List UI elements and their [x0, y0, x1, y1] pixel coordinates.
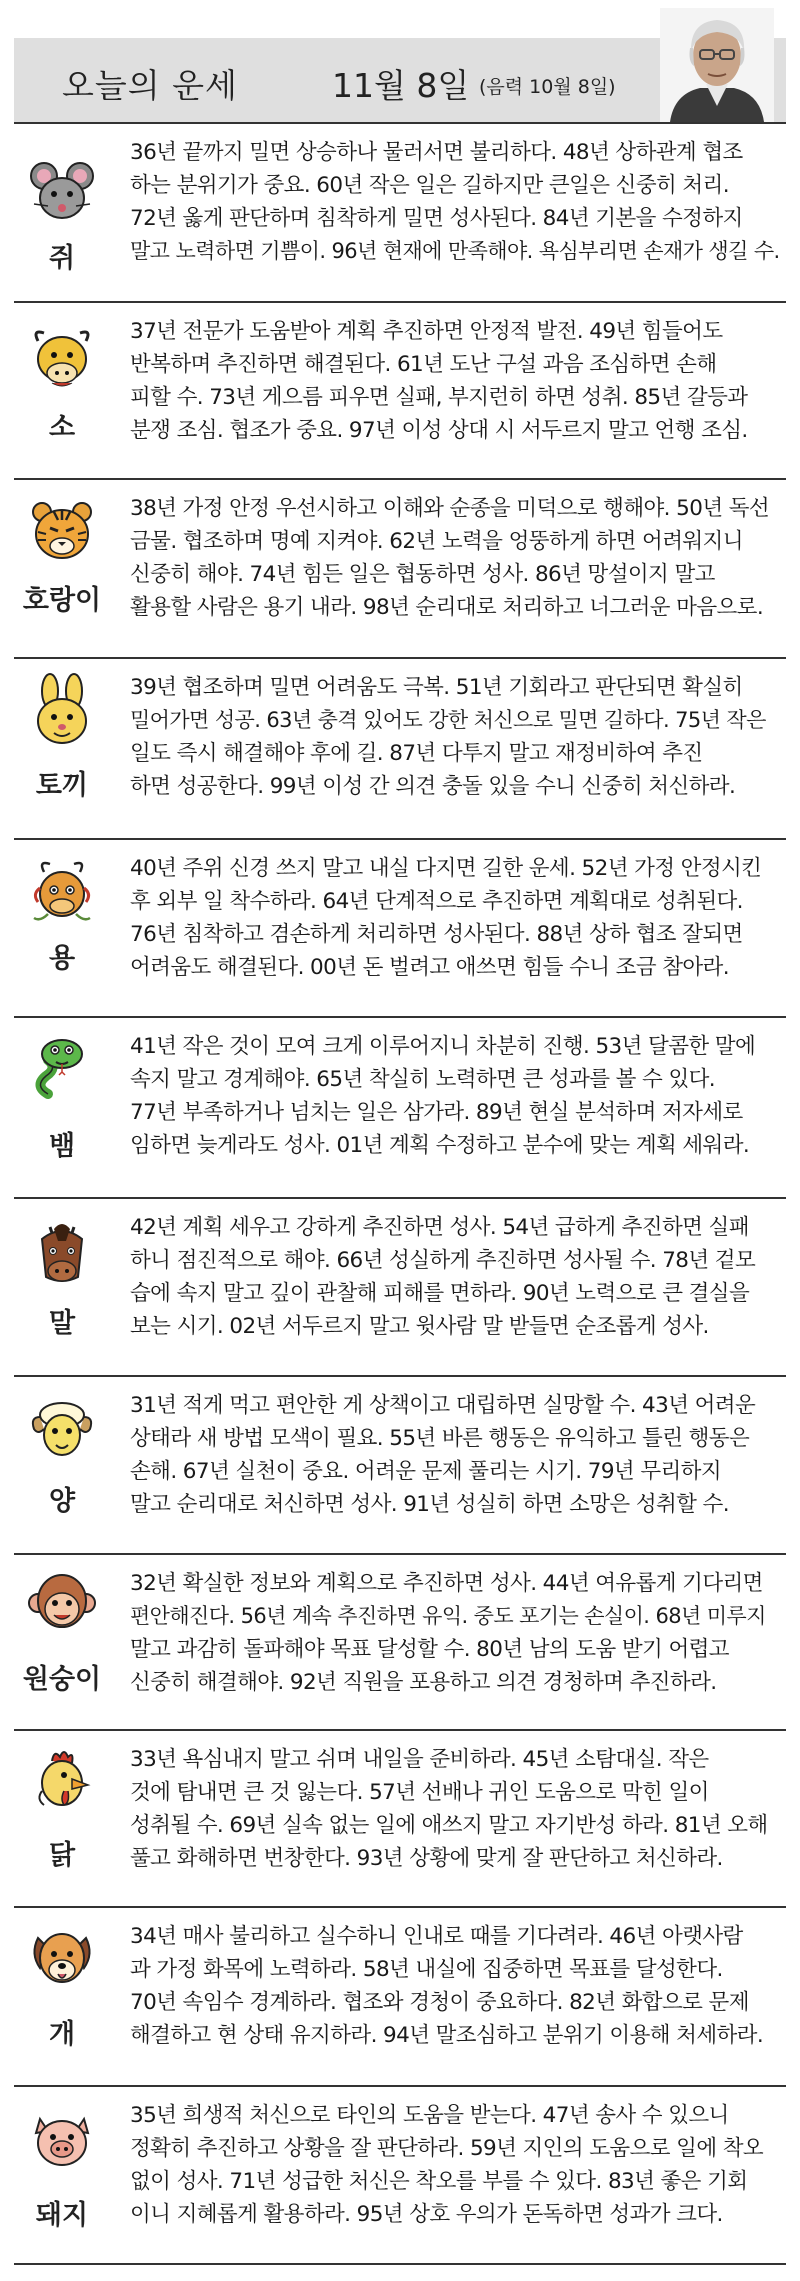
fortune-line: 말고 과감히 돌파해야 목표 달성할 수. 80년 남의 도움 받기 어렵고 — [130, 1637, 729, 1662]
zodiac-row-dog — [14, 1908, 786, 2087]
pig-icon — [28, 2105, 96, 2173]
fortune-line: 신중히 해결해야. 92년 직원을 포용하고 의견 경청하며 추진하라. — [130, 1670, 717, 1695]
fortune-line: 하면 성공한다. 99년 이성 간 의견 충돌 있을 수니 신중히 처신하라. — [130, 774, 736, 799]
fortune-line: 없이 성사. 71년 성급한 처신은 착오를 부를 수 있다. 83년 좋은 기회 — [130, 2169, 748, 2194]
fortune-text — [130, 1389, 780, 1521]
animal-cell — [14, 840, 110, 1016]
fortune-line: 후 외부 일 착수하라. 64년 단계적으로 추진하면 계획대로 성취된다. — [130, 889, 743, 914]
lunar-date-label: (음력 10월 8일) — [479, 76, 616, 98]
animal-name: 닭 — [48, 1840, 76, 1871]
ox-icon — [28, 325, 96, 393]
animal-name: 토끼 — [35, 770, 89, 801]
fortune-line: 39년 협조하며 밀면 어려움도 극복. 51년 기회라고 판단되면 확실히 — [130, 675, 743, 700]
fortune-line: 활용할 사람은 용기 내라. 98년 순리대로 처리하고 너그러운 마음으로. — [130, 595, 764, 620]
animal-name: 말 — [48, 1308, 76, 1339]
fortune-line: 41년 작은 것이 모여 크게 이루어지니 차분히 진행. 53년 달콤한 말에 — [130, 1034, 756, 1059]
fortune-line: 정확히 추진하고 상황을 잘 판단하라. 59년 지인의 도움으로 일에 착오 — [130, 2136, 764, 2161]
fortune-line: 풀고 화해하면 번창한다. 93년 상황에 맞게 잘 판단하고 처신하라. — [130, 1846, 723, 1871]
zodiac-row-sheep — [14, 1377, 786, 1555]
animal-cell — [14, 659, 110, 838]
animal-cell — [14, 2087, 110, 2263]
zodiac-row-dragon — [14, 840, 786, 1018]
fortune-text — [130, 1211, 780, 1343]
zodiac-row-rabbit — [14, 659, 786, 840]
fortune-line: 말고 노력하면 기쁨이. 96년 현재에 만족해야. 욕심부리면 손재가 생길 수. — [130, 239, 780, 263]
tiger-icon — [28, 498, 96, 566]
animal-cell — [14, 1731, 110, 1906]
fortune-text — [130, 852, 780, 984]
fortune-line: 어려움도 해결된다. 00년 돈 벌려고 애쓰면 힘들 수니 조금 참아라. — [130, 955, 729, 980]
zodiac-row-rooster — [14, 1731, 786, 1908]
fortune-line: 분쟁 조심. 협조가 중요. 97년 이성 상대 시 서두르지 말고 언행 조심. — [130, 418, 748, 443]
fortune-line: 보는 시기. 02년 서두르지 말고 윗사람 말 받들면 순조롭게 성사. — [130, 1314, 709, 1339]
sheep-icon — [28, 1395, 96, 1463]
animal-cell — [14, 1377, 110, 1553]
fortune-line: 35년 희생적 처신으로 타인의 도움을 받는다. 47년 송사 수 있으니 — [130, 2103, 729, 2128]
animal-name: 개 — [48, 2019, 76, 2050]
fortune-line: 것에 탐내면 큰 것 잃는다. 57년 선배나 귀인 도움으로 막힌 일이 — [130, 1780, 709, 1805]
fortune-text — [130, 1567, 780, 1699]
animal-cell — [14, 124, 110, 301]
animal-name: 돼지 — [35, 2200, 89, 2231]
dragon-icon — [28, 858, 96, 926]
date-label: 11월 8일 — [332, 66, 470, 105]
fortune-line: 반복하며 추진하면 해결된다. 61년 도난 구설 과음 조심하면 손해 — [130, 352, 717, 377]
animal-cell — [14, 1199, 110, 1375]
author-portrait-icon — [660, 8, 774, 122]
fortune-text — [130, 492, 780, 624]
fortune-text — [130, 671, 780, 803]
rooster-icon — [28, 1747, 96, 1815]
fortune-line: 40년 주위 신경 쓰지 말고 내실 다지면 길한 운세. 52년 가정 안정시킨 — [130, 856, 762, 881]
animal-name: 원숭이 — [22, 1664, 102, 1695]
fortune-line: 하는 분위기가 중요. 60년 작은 일은 길하지만 큰일은 신중히 처리. — [130, 173, 729, 198]
rabbit-icon — [28, 673, 96, 747]
animal-name: 쥐 — [48, 243, 76, 274]
animal-cell — [14, 1555, 110, 1729]
animal-name: 양 — [48, 1486, 76, 1517]
snake-icon — [28, 1034, 96, 1102]
fortune-line: 31년 적게 먹고 편안한 게 상책이고 대립하면 실망할 수. 43년 어려운 — [130, 1393, 756, 1418]
fortune-line: 36년 끝까지 밀면 상승하나 물러서면 불리하다. 48년 상하관계 협조 — [130, 140, 743, 165]
fortune-line: 38년 가정 안정 우선시하고 이해와 순종을 미덕으로 행해야. 50년 독선 — [130, 496, 770, 521]
fortune-line: 76년 침착하고 겸손하게 처리하면 성사된다. 88년 상하 협조 잘되면 — [130, 922, 743, 947]
fortune-line: 손해. 67년 실천이 중요. 어려운 문제 풀리는 시기. 79년 무리하지 — [130, 1459, 722, 1484]
animal-name: 뱀 — [48, 1131, 76, 1162]
fortune-line: 습에 속지 말고 깊이 관찰해 피해를 면하라. 90년 노력으로 큰 결실을 — [130, 1281, 750, 1306]
fortune-line: 37년 전문가 도움받아 계획 추진하면 안정적 발전. 49년 힘들어도 — [130, 319, 723, 344]
fortune-text — [130, 136, 780, 268]
fortune-line: 말고 순리대로 처신하면 성사. 91년 성실히 하면 소망은 성취할 수. — [130, 1492, 729, 1517]
fortune-line: 임하면 늦게라도 성사. 01년 계획 수정하고 분수에 맞는 계획 세워라. — [130, 1133, 750, 1158]
fortune-line: 하니 점진적으로 해야. 66년 성실하게 추진하면 성사될 수. 78년 겉모 — [130, 1248, 756, 1273]
animal-cell — [14, 303, 110, 478]
fortune-text — [130, 2099, 780, 2231]
animal-name: 소 — [48, 412, 76, 443]
fortune-line: 과 가정 화목에 노력하라. 58년 내실에 집중하면 목표를 달성한다. — [130, 1957, 723, 1982]
animal-cell — [14, 1018, 110, 1197]
header-bar — [14, 38, 786, 124]
fortune-line: 신중히 해야. 74년 힘든 일은 협동하면 성사. 86년 망설이지 말고 — [130, 562, 715, 587]
rat-icon — [28, 158, 96, 226]
zodiac-row-snake — [14, 1018, 786, 1199]
fortune-text — [130, 1743, 780, 1875]
dog-icon — [28, 1924, 96, 1992]
fortune-text — [130, 315, 780, 447]
animal-cell — [14, 1908, 110, 2085]
zodiac-row-horse — [14, 1199, 786, 1377]
zodiac-row-tiger — [14, 480, 786, 659]
animal-cell — [14, 480, 110, 657]
fortune-line: 32년 확실한 정보와 계획으로 추진하면 성사. 44년 여유롭게 기다리면 — [130, 1571, 763, 1596]
fortune-line: 70년 속임수 경계하라. 협조와 경청이 중요하다. 82년 화합으로 문제 — [130, 1990, 749, 2015]
horse-icon — [28, 1219, 96, 1287]
fortune-line: 일도 즉시 해결해야 후에 길. 87년 다투지 말고 재정비하여 추진 — [130, 741, 703, 766]
fortune-line: 상태라 새 방법 모색이 필요. 55년 바른 행동은 유익하고 틀린 행동은 — [130, 1426, 750, 1451]
fortune-line: 33년 욕심내지 말고 쉬며 내일을 준비하라. 45년 소탐대실. 작은 — [130, 1747, 709, 1772]
page-title: 오늘의 운세 — [62, 66, 238, 105]
zodiac-row-rat — [14, 124, 786, 303]
animal-name: 용 — [48, 943, 76, 974]
fortune-line: 밀어가면 성공. 63년 충격 있어도 강한 처신으로 밀면 길하다. 75년 작은 — [130, 708, 766, 732]
animal-name: 호랑이 — [22, 585, 102, 616]
fortune-line: 72년 옳게 판단하며 침착하게 밀면 성사된다. 84년 기본을 수정하지 — [130, 206, 743, 231]
fortune-text — [130, 1920, 780, 2052]
fortune-line: 피할 수. 73년 게으름 피우면 실패, 부지런히 하면 성취. 85년 갈등과 — [130, 385, 748, 410]
fortune-line: 속지 말고 경계해야. 65년 착실히 노력하면 큰 성과를 볼 수 있다. — [130, 1067, 716, 1092]
fortune-line: 해결하고 현 상태 유지하라. 94년 말조심하고 분위기 이용해 처세하라. — [130, 2023, 764, 2048]
fortune-line: 성취될 수. 69년 실속 없는 일에 애쓰지 말고 자기반성 하라. 81년 오해 — [130, 1813, 768, 1838]
zodiac-row-pig — [14, 2087, 786, 2265]
fortune-text — [130, 1030, 780, 1162]
zodiac-row-ox — [14, 303, 786, 480]
fortune-line: 77년 부족하거나 넘치는 일은 삼가라. 89년 현실 분석하며 저자세로 — [130, 1100, 743, 1125]
fortune-line: 금물. 협조하며 명예 지켜야. 62년 노력을 엉뚱하게 하면 어려워지니 — [130, 529, 743, 554]
fortune-line: 이니 지혜롭게 활용하라. 95년 상호 우의가 돈독하면 성과가 크다. — [130, 2202, 723, 2227]
zodiac-row-monkey — [14, 1555, 786, 1731]
fortune-line: 편안해진다. 56년 계속 추진하면 유익. 중도 포기는 손실이. 68년 미루지 — [130, 1604, 766, 1628]
fortune-line: 34년 매사 불리하고 실수하니 인내로 때를 기다려라. 46년 아랫사람 — [130, 1924, 743, 1949]
monkey-icon — [28, 1569, 96, 1637]
fortune-line: 42년 계획 세우고 강하게 추진하면 성사. 54년 급하게 추진하면 실패 — [130, 1215, 749, 1240]
